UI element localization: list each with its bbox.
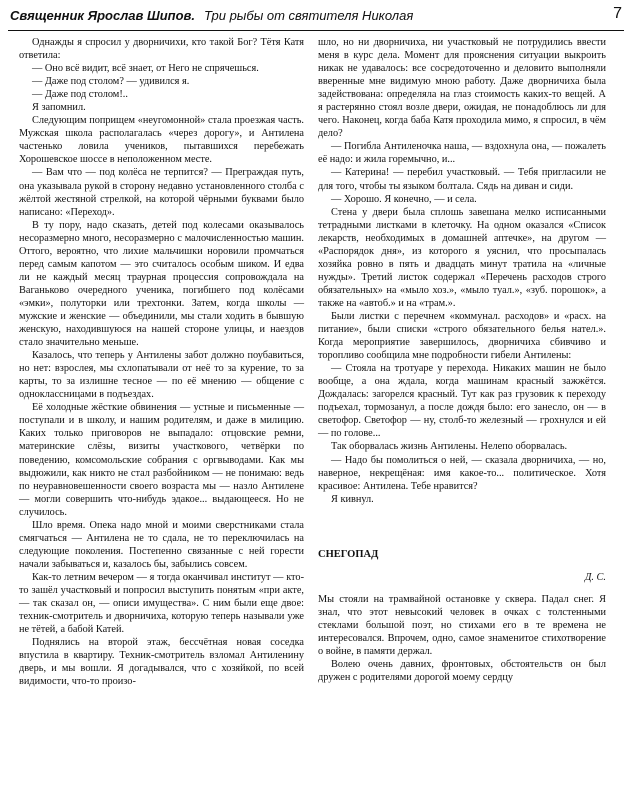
- paragraph: Шло время. Опека надо мной и моими сверстниками стала смягчаться — Антилена не то сдала, не то переключилась на следующие поколения. Постепенно связанные с ней горести начали забываться и, казалось бы, забылись совсем.: [19, 519, 304, 570]
- paragraph: — Даже под столом? — удивился я.: [32, 76, 190, 88]
- paragraph: Я запомнил.: [32, 102, 86, 114]
- header-author: Священник Ярослав Шипов.: [10, 8, 196, 23]
- section-byline: Д. С.: [584, 571, 606, 583]
- paragraph: Казалось, что теперь у Антилены забот должно поубавиться, но нет: взрослея, мы схлопатывали от неё то за курение, то за карты, то за излишне тесное — по её мнению — общение с одноклассницами в подъездах.: [19, 350, 304, 401]
- paragraph: Так оборвалась жизнь Антилены. Нелепо оборвалась.: [331, 441, 568, 453]
- header-story-title: Три рыбы от святителя Николая: [204, 8, 414, 23]
- paragraph: Волею очень давних, фронтовых, обстоятельств он был дружен с родителями дорогой моему сердцу: [318, 659, 606, 684]
- section-title: СНЕГОПАД: [318, 548, 379, 560]
- right-column: [318, 36, 606, 684]
- paragraph: — Катерина! — перебил участковый. — Тебя пригласили не для того, чтобы ты языком болтала. Сядь на диван и сиди.: [318, 167, 606, 192]
- paragraph: Мы стояли на трамвайной остановке у сквера. Падал снег. Я знал, что этот невысокий человек в очках с толстенными стеклами большой поэт, но стихами его в те времена не интересовался. Впрочем, одно, самое знаменитое стихотворение о войне, в памяти держал.: [318, 593, 606, 657]
- paragraph: Я кивнул.: [331, 493, 374, 505]
- paragraph: Её холодные жёсткие обвинения — устные и письменные — поступали и в школу, и нашим родителям, и даже в милицию. Каких только приговоров не выпадало: отцовские ремни, материнские слёзы, визиты участкового, четвёрки по поведению, комсомольские собрания с оргвыводами. Как мы выдюжили, как никто не стал разбойником — не понимаю: ведь по неуравновешенности своего возраста мы — назло Антилене — могли совершить что-нибудь эдакое... выдающееся. Но не случилось.: [19, 402, 304, 518]
- paragraph: Стена у двери была сплошь завешана мелко исписанными тетрадными листками в клеточку. На одном оказался «Список лекарств, необходимых в домашней аптечке», на другом — «Распорядок дня», из которого я уяснил, что просыпалась хозяйка ровно в пять и двадцать минут тратила на «личные нужды». Третий листок содержал «Перечень расходов строго обязательных» на «мыло хоз.», «мыло туал.», «зуб. порошок», а также на «автоб.» и на «трам.».: [318, 206, 606, 309]
- paragraph: — Погибла Антиленочка наша, — вздохнула она, — пожалеть её надо: и жила горемычно, и...: [318, 141, 606, 166]
- paragraph: Следующим поприщем «неугомонной» стала проезжая часть. Мужская школа располагалась «через дорогу», и Антилена частенько ловила учеников, пытавшихся перебежать Хорошевское шоссе в неположенном месте.: [19, 115, 304, 166]
- paragraph: — Даже под столом!..: [32, 89, 128, 101]
- left-column: [19, 36, 304, 688]
- paragraph: — Вам что — под колёса не терпится? — Преграждая путь, она указывала рукой в сторону недавно установленного столба с жёлтой жестяной стрелкой, на которой чёрными буквами было написано: «Переход».: [19, 167, 304, 218]
- paragraph: Поднялись на второй этаж, бессчётная новая соседка впустила в квартиру. Техник-смотритель взломал Антиленину дверь, и мы вошли. Я догадывался, что с хозяйкой, по всей видимости, что-то произо-: [19, 637, 304, 688]
- paragraph: — Хорошо. Я конечно, — и села.: [331, 193, 477, 205]
- paragraph: — Оно всё видит, всё знает, от Него не спрячешься.: [32, 63, 259, 75]
- paragraph: — Надо бы помолиться о ней, — сказала дворничиха, — но, наверное, некрещёная: имя какое-то... политическое. Хотя красивое: Антилена. Тебе нравится?: [318, 454, 606, 492]
- paragraph: Однажды я спросил у дворничихи, кто такой Бог? Тётя Катя ответила:: [19, 37, 304, 62]
- paragraph: Были листки с перечнем «коммунал. расходов» и «расх. на питание», были списки «строго обязательного белья нател.». Когда мероприятие завершилось, дворничиха сбивчиво и торопливо сообщила мне подробности гибели Антилены:: [318, 310, 606, 362]
- paragraph: В ту пору, надо сказать, детей под колесами оказывалось несоразмерно много, несоразмерно с малочисленностью машин. Оттого, вероятно, что лихие мальчишки норовили промчаться перед самым капотом — это считалось особым шиком. И едва ли не каждый месяц траурная процессия сопровождала на Ваганьково очередного ученика, погибшего под колёсами «эмки», полуторки или трехтонки. Затем, когда школы — мужские и женские — объединили, мы стали ходить в бывшую женскую, находившуюся на нашей стороне улицы, и наездов стало значительно меньше.: [19, 219, 304, 349]
- running-header: [8, 4, 624, 31]
- paragraph: — Стояла на тротуаре у перехода. Никаких машин не было вообще, а она ждала, когда машинам красный зажжётся. Дождалась: загорелся красный. Тут как раз грузовик к переходу подъехал, тормозанул, а после дождя было: его занесло, он — в светофор. Светофор — ну, столб-то железный — грохнулся и ей — по голове...: [318, 363, 606, 440]
- page-number: 7: [613, 5, 622, 22]
- paragraph: Как-то летним вечером — я тогда оканчивал институт — кто-то зашёл участковый и попросил выступить понятым «при акте, — так сказал он, — описи имущества». С ним были еще двое: техник-смотритель и дворничиха, которую теперь называли уже не тётей, а бабой Катей.: [19, 571, 304, 636]
- paragraph: шло, но ни дворничиха, ни участковый не потрудились ввести меня в курс дела. Момент для прояснения ситуации выкроить никак не удавалось: все сосредоточенно и деловито выполняли вверенные мне видимую мною работу. Даже дворничиха была задействована: определяла на глаз стоимость каких-то вещей. А я растерянно стоял возле двери, ожидая, не понадоблюсь ли для чего. Наконец, когда баба Катя проходила мимо, я спросил, в чём дело?: [318, 37, 606, 140]
